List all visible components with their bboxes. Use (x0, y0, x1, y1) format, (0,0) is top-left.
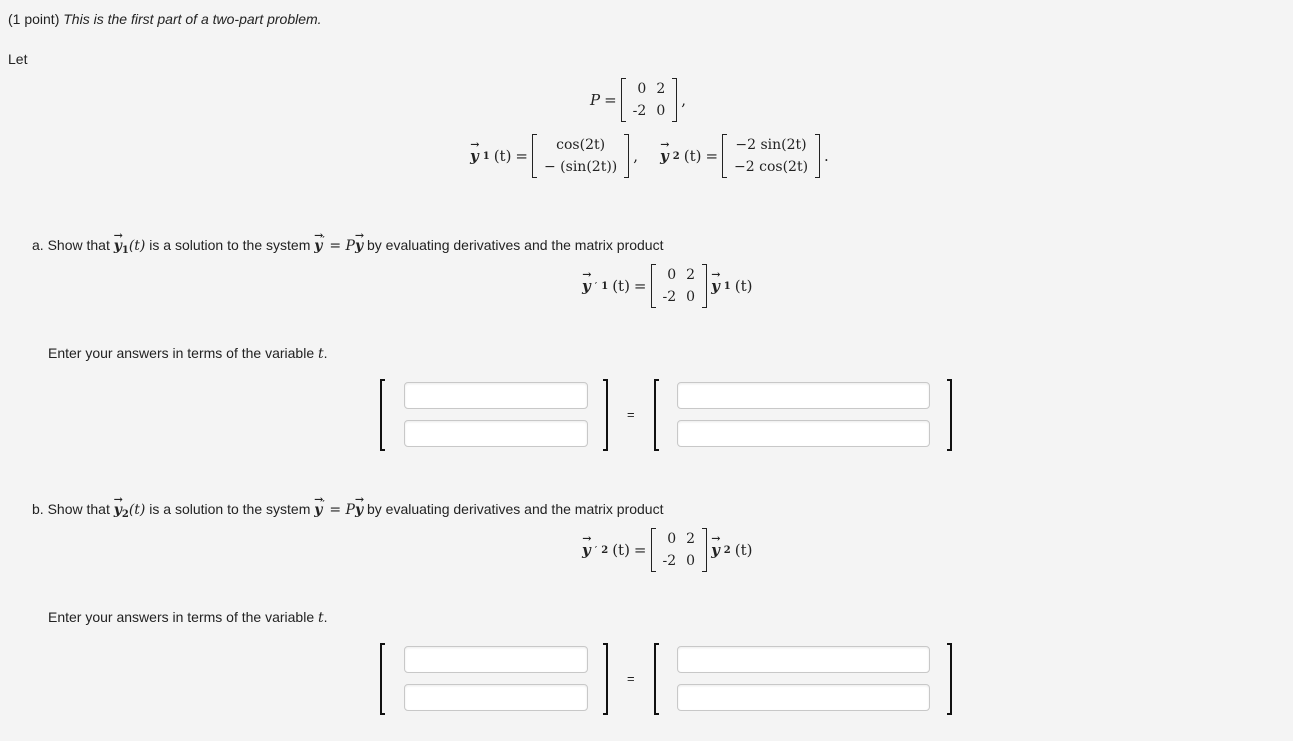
y1-equals: = (515, 147, 528, 165)
part-b-variable: t (318, 610, 324, 626)
part-a-y-symbol: → y (114, 238, 122, 254)
part-a-equals: = (627, 407, 635, 422)
y2-c1: −2 sin(2t) (735, 137, 807, 153)
part-b-system-y: → y (314, 502, 322, 518)
part-b-lhs-input-2[interactable] (404, 684, 588, 711)
part-a-statement: a. Show that → $y_1(t)$ is a solution to the system → y′ = P→ y by evaluating derivatives and the matrix product (32, 234, 663, 256)
intro-text: This is the first part of a two-part problem. (63, 11, 322, 27)
y2-arg: (t) (683, 147, 702, 165)
part-a-lhs-input-2[interactable] (404, 420, 588, 447)
part-b-rhs-y: → y (711, 541, 720, 559)
part-a-m21: -2 (662, 289, 677, 305)
y1-column (532, 134, 629, 178)
part-a-lhs-arg: (t) (612, 277, 630, 295)
part-b-instruction (48, 609, 328, 626)
part-b-m22: 0 (686, 553, 696, 569)
part-b-lhs-y: → y (582, 541, 591, 559)
y2-symbol: → y (660, 147, 669, 165)
part-b-lhs-eq: = (633, 541, 647, 559)
part-b-instruction-text: Enter your answers in terms of the variable (48, 609, 315, 625)
p-equals: = (604, 91, 617, 109)
points-label: (1 point) (8, 11, 60, 27)
part-b-y-symbol: → y (114, 502, 122, 518)
part-b-right-bracket-open (654, 643, 659, 715)
part-a-sub: 1 (121, 245, 129, 256)
p-m22: 0 (656, 103, 666, 119)
part-a-matrix (651, 264, 708, 308)
part-a-variable: t (318, 346, 324, 362)
part-a-suffix: by evaluating derivatives and the matrix product (366, 237, 664, 253)
y2-sub: 2 (672, 150, 680, 162)
p-matrix (621, 78, 678, 122)
part-a-right-bracket-open (654, 379, 659, 451)
part-b-left-bracket-open (380, 643, 385, 715)
y1-trail: , (633, 147, 639, 165)
y2-c2: −2 cos(2t) (734, 159, 809, 175)
part-b-suffix: by evaluating derivatives and the matrix product (366, 501, 664, 517)
part-a-m12: 2 (686, 267, 696, 283)
y1-arg: (t) (493, 147, 512, 165)
part-a-left-bracket-close (603, 379, 608, 451)
part-b-lhs-input-1[interactable] (404, 646, 588, 673)
part-a-rhs-input-1[interactable] (677, 382, 930, 409)
part-a-period: . (323, 345, 328, 361)
vector-definitions (470, 134, 829, 178)
part-a-left-bracket-open (380, 379, 385, 451)
part-a-instruction-text: Enter your answers in terms of the variable (48, 345, 315, 361)
part-b-matrix (651, 528, 708, 572)
part-a-rhs-arg: (t) (734, 277, 753, 295)
part-a-system-y2: → y (355, 238, 363, 254)
y2-column (722, 134, 820, 178)
part-b-rhs-arg: (t) (734, 541, 753, 559)
part-a-right-bracket-close (947, 379, 952, 451)
let-label: Let (8, 51, 28, 67)
part-b-mid: is a solution to the system (149, 501, 311, 517)
matrix-p-definition (590, 78, 686, 122)
part-a-rhs-input-2[interactable] (677, 420, 930, 447)
part-a-lhs-sub: 1 (601, 280, 609, 292)
part-b-lhs-arg: (t) (612, 541, 630, 559)
part-b-equals: = (627, 671, 635, 686)
part-b-m11: 0 (667, 531, 677, 547)
y1-symbol: → y (470, 147, 479, 165)
part-b-system: = P (329, 502, 355, 518)
part-b-sub: 2 (121, 509, 129, 520)
y2-equals: = (705, 147, 719, 165)
part-b-right-bracket-close (947, 643, 952, 715)
y1-c1: cos(2t) (556, 137, 606, 153)
y2-trail: . (824, 147, 829, 165)
y1-sub: 1 (482, 150, 490, 162)
p-m21: -2 (632, 103, 647, 119)
part-b-left-bracket-close (603, 643, 608, 715)
part-b-prefix: b. Show that (32, 501, 110, 517)
part-a-mid: is a solution to the system (149, 237, 311, 253)
part-a-lhs-y: → y (582, 277, 591, 295)
part-b-m12: 2 (686, 531, 696, 547)
part-a-system: = P (329, 238, 355, 254)
p-m12: 2 (656, 81, 666, 97)
y1-c2: − (sin(2t)) (544, 159, 618, 175)
p-trail: , (681, 91, 687, 109)
problem-header (8, 11, 322, 27)
part-a-arg: (t) (128, 238, 146, 254)
part-a-prefix: a. Show that (32, 237, 110, 253)
part-a-lhs-eq: = (633, 277, 647, 295)
part-a-rhs-y: → y (711, 277, 720, 295)
part-b-system-y2: → y (355, 502, 363, 518)
part-a-m22: 0 (686, 289, 696, 305)
p-m11: 0 (637, 81, 647, 97)
part-b-statement: b. Show that → $y_2(t)$ is a solution to the system → y′ = P→ y by evaluating derivatives and the matrix product (32, 498, 663, 520)
part-b-lhs-sub: 2 (601, 544, 609, 556)
part-b-rhs-sub: 2 (723, 544, 731, 556)
part-a-m11: 0 (667, 267, 677, 283)
part-a-lhs-input-1[interactable] (404, 382, 588, 409)
part-a-product: → y ′ 1 (t) = 0 2 -2 0 → y 1 (t) (582, 264, 752, 308)
part-b-m21: -2 (662, 553, 677, 569)
part-b-rhs-input-1[interactable] (677, 646, 930, 673)
p-symbol: P (590, 91, 601, 109)
part-b-product: → y ′ 2 (t) = 0 2 -2 0 → y 2 (t) (582, 528, 752, 572)
part-a-rhs-sub: 1 (723, 280, 731, 292)
part-b-period: . (323, 609, 328, 625)
part-b-arg: (t) (128, 502, 146, 518)
part-a-system-y: → y (314, 238, 322, 254)
part-a-instruction (48, 345, 328, 362)
part-b-rhs-input-2[interactable] (677, 684, 930, 711)
